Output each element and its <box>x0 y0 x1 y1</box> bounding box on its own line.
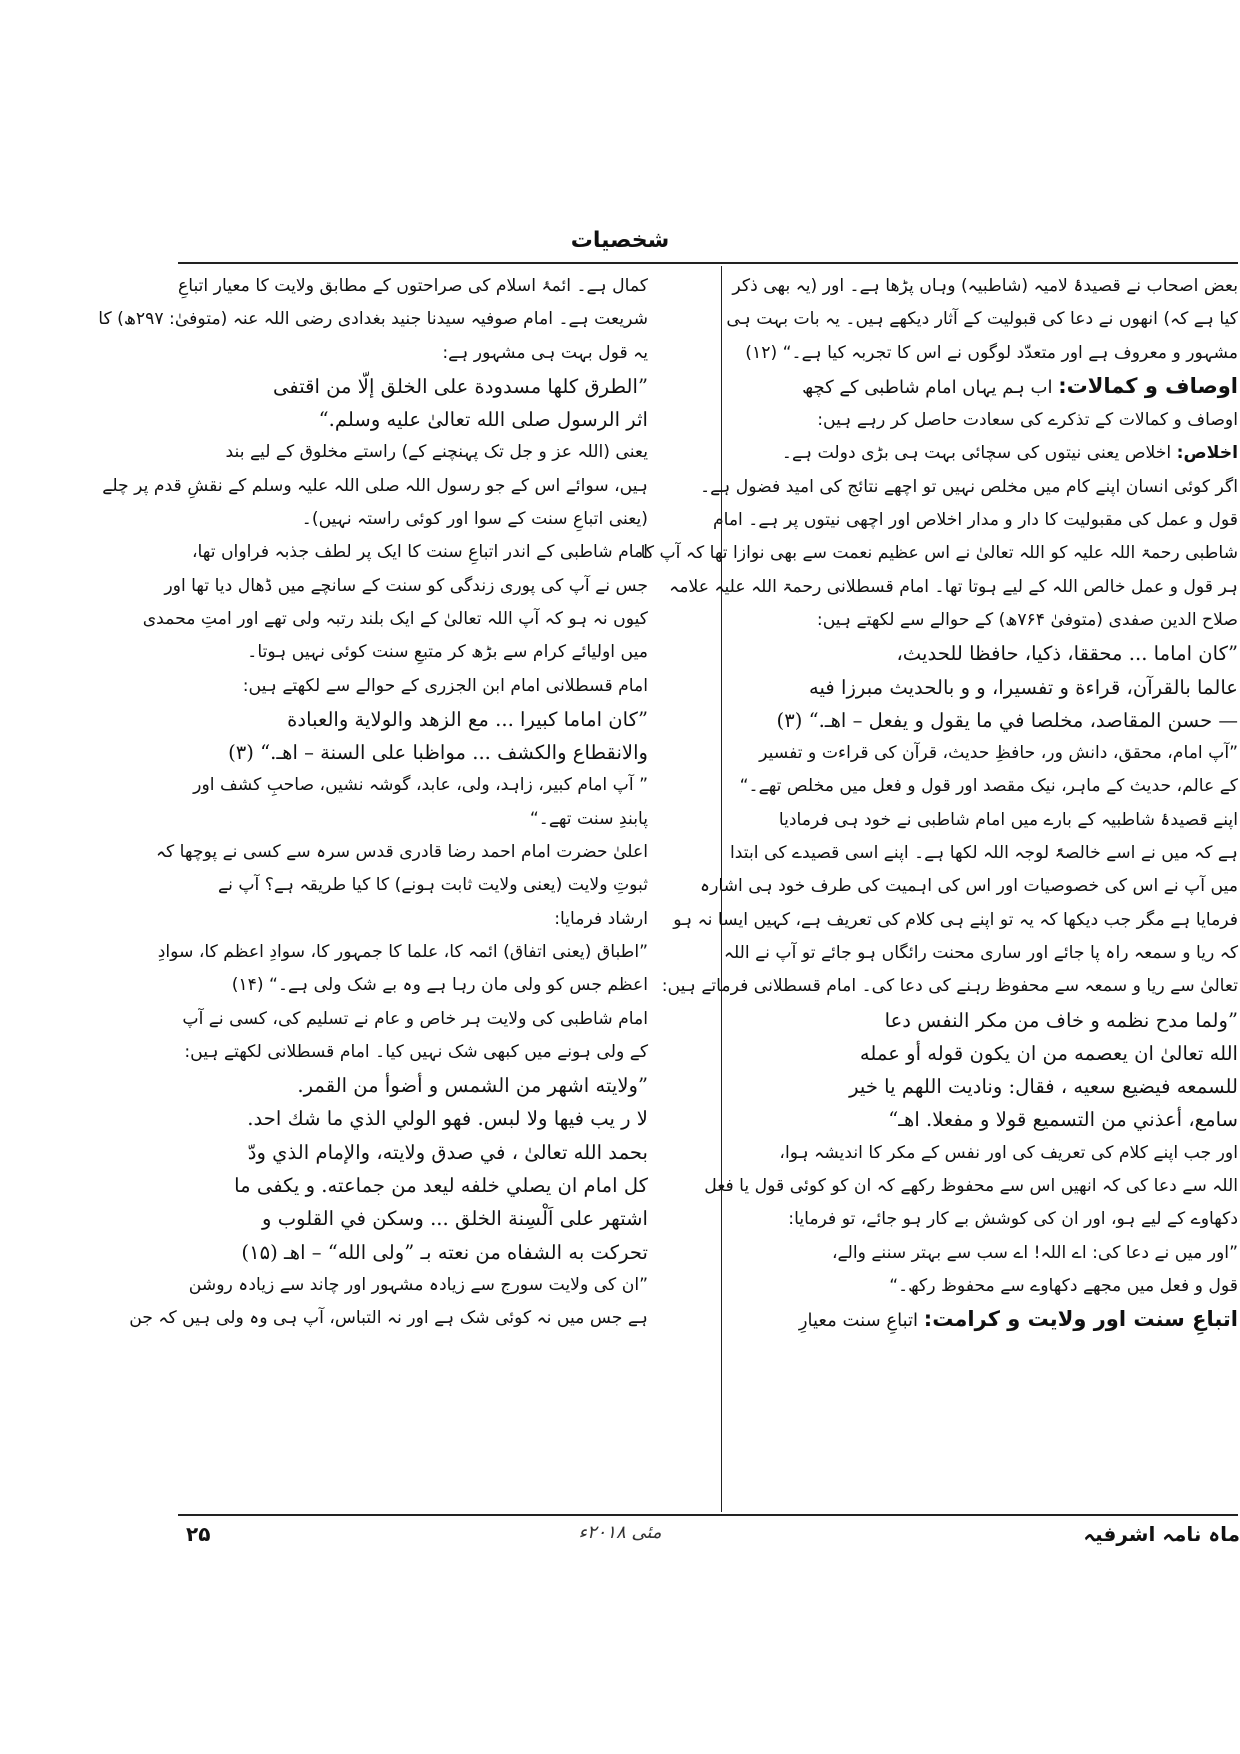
section-heading: اتباعِ سنت اور ولایت و کرامت: <box>923 1307 1238 1332</box>
arabic-quote-line: ”کان اماما ... محققا، ذکیا، حافظا للحدیث، <box>896 642 1238 666</box>
body-line: یہ قول بہت ہی مشہور ہے: <box>442 342 648 363</box>
arabic-quote-line: کل امام ان یصلي خلفه لیعد من جماعته. و یکفی ما <box>234 1174 648 1198</box>
body-line: اگر کوئی انسان اپنے کام میں مخلص نہیں تو اچھے نتائج کی امید فضول ہے۔ <box>700 476 1238 497</box>
body-line: قول و عمل کی مقبولیت کا دار و مدار اخلاص اور اچھی نیتوں پر ہے۔ امام <box>712 510 1238 531</box>
body-line: پابندِ سنت تھے۔“ <box>529 808 648 829</box>
body-line: کمال ہے۔ ائمۂ اسلام کی صراحتوں کے مطابق ولایت کا معیار اتباعِ <box>177 276 648 296</box>
body-line: اور جب اپنے کلام کی تعریف کی اور نفس کے مکر کا اندیشہ ہوا، <box>779 1142 1238 1163</box>
body-line: امام قسطلانی امام ابن الجزری کے حوالے سے لکھتے ہیں: <box>242 675 648 696</box>
body-line: تعالیٰ سے ریا و سمعہ سے محفوظ رہنے کی دعا کی۔ امام قسطلانی فرماتے ہیں: <box>661 976 1238 997</box>
arabic-quote-line: لا ر یب فیها ولا لبس. فهو الولي الذي ما شك احد. <box>247 1107 648 1131</box>
section-heading-line <box>768 370 1238 404</box>
subheading-text: اخلاص یعنی نیتوں کی سچائی بہت ہی بڑی دولت ہے۔ <box>781 443 1177 464</box>
arabic-quote-line: ”الطرق کلها مسدودة علی الخلق إلّا من اقتفی <box>272 374 648 398</box>
body-line: اپنے قصیدۂ شاطبیہ کے بارے میں امام شاطبی نے خود ہی فرمادیا <box>778 809 1238 830</box>
body-line: ” آپ امام کبیر، زاہد، ولی، عابد، گوشہ نشیں، صاحبِ کشف اور <box>193 775 648 796</box>
bottom-rule <box>178 1514 1238 1516</box>
heading-text: اتباعِ سنت معیارِ <box>798 1310 924 1332</box>
body-line: مشہور و معروف ہے اور متعدّد لوگوں نے اس کا تجربہ کیا ہے۔“ (۱۲) <box>745 342 1238 363</box>
body-line: ارشاد فرمایا: <box>554 908 648 929</box>
body-line: ہیں، سوائے اس کے جو رسول اللہ صلی اللہ علیہ وسلم کے نقشِ قدم پر چلے <box>102 475 648 496</box>
body-line: فرمایا ہے مگر جب دیکھا کہ یہ تو اپنے ہی کلام کی تعریف ہے، کہیں ایسا نہ ہو <box>673 909 1238 930</box>
body-line: قول و فعل میں مجھے دکھاوے سے محفوظ رکھ۔“ <box>889 1275 1238 1296</box>
body-line: جس نے آپ کی پوری زندگی کو سنت کے سانچے میں ڈھال دیا تھا اور <box>164 575 648 596</box>
body-line: کیا ہے کہ) انھوں نے دعا کی قبولیت کے آثار دیکھے ہیں۔ یہ بات بہت ہی <box>726 309 1238 330</box>
section-title: شخصیات <box>570 228 670 253</box>
arabic-quote-line: تحرکت به الشفاه من نعته بـ ”ولی الله“ – اهـ (۱۵) <box>241 1240 648 1264</box>
issue-date: مئی ۲۰۱۸ء <box>578 1522 662 1543</box>
body-line: کے عالم، حدیث کے ماہر، نیک مقصد اور قول و فعل میں مخلص تھے۔“ <box>739 776 1238 797</box>
body-line: (یعنی اتباعِ سنت کے سوا اور کوئی راستہ نہیں)۔ <box>301 509 648 530</box>
subheading: اخلاص: <box>1176 443 1238 464</box>
arabic-quote-line: والانقطاع والکشف ... مواظبا علی السنة – اهـ.“ (۳) <box>228 741 648 765</box>
body-line: دکھاوے کے لیے ہو، اور ان کی کوشش بے کار ہو جائے، تو فرمایا: <box>788 1209 1238 1230</box>
body-line: امام شاطبی کی ولایت ہر خاص و عام نے تسلیم کی، کسی نے آپ <box>182 1008 648 1029</box>
body-line: اعظم جس کو ولی مان رہا ہے وہ بے شک ولی ہے۔“ (۱۴) <box>231 975 648 996</box>
arabic-quote-line: اثر الرسول صلی الله تعالیٰ علیه وسلم.“ <box>318 408 648 432</box>
arabic-quote-line: سامع، أعذني من التسمیع قولا و مفعلا. اهـ“ <box>888 1108 1238 1132</box>
body-line: ہے جس میں نہ کوئی شک ہے اور نہ التباس، آپ ہی وہ ولی ہیں کہ جن <box>129 1308 648 1329</box>
page-number: ۲۵ <box>186 1522 211 1546</box>
body-line: شاطبی رحمۃ اللہ علیہ کو اللہ تعالیٰ نے اس عظیم نعمت سے بھی نوازا تھا کہ آپ کا <box>640 543 1238 564</box>
body-line: اعلیٰ حضرت امام احمد رضا قادری قدس سرہ سے کسی نے پوچھا کہ <box>155 842 648 863</box>
body-line: بعض اصحاب نے قصیدۂ لامیہ (شاطبیہ) وہاں پڑھا ہے۔ اور (یہ بھی ذکر <box>732 276 1238 296</box>
body-line: کے ولی ہونے میں کبھی شک نہیں کیا۔ امام قسطلانی لکھتے ہیں: <box>184 1041 648 1062</box>
body-line: ہر قول و عمل خالص اللہ کے لیے ہوتا تھا۔ امام قسطلانی رحمۃ اللہ علیہ علامہ <box>669 576 1238 597</box>
body-line: کہ ریا و سمعہ راہ پا جائے اور ساری محنت رائگاں ہو جائے تو آپ نے اللہ <box>723 942 1238 963</box>
arabic-quote-line: الله تعالیٰ ان یعصمه من ان یکون قوله أو عمله <box>859 1041 1238 1065</box>
section-heading: اوصاف و کمالات: <box>1058 373 1238 398</box>
arabic-quote-line: — حسن المقاصد، مخلصا في ما یقول و یفعل – اهـ.“ (۳) <box>776 708 1238 732</box>
top-rule <box>178 262 1238 264</box>
body-line: کیوں نہ ہو کہ آپ اللہ تعالیٰ کے ایک بلند رتبہ ولی تھے اور امتِ محمدی <box>142 608 648 629</box>
body-line: ”اطباق (یعنی اتفاق) ائمہ کا، علما کا جمہور کا، سوادِ اعظم کا، سوادِ <box>157 941 648 962</box>
body-line: ثبوتِ ولایت (یعنی ولایت ثابت ہونے) کا کیا طریقہ ہے؟ آپ نے <box>218 875 648 896</box>
heading-text: اب ہم یہاں امام شاطبی کے کچھ <box>802 376 1059 398</box>
arabic-quote-line: اشتهر علی اَلْسِنة الخلق ... وسکن في القلوب و <box>262 1207 648 1231</box>
arabic-quote-line: ”ولایته اشهر من الشمس و أضوأ من القمر. <box>297 1074 648 1098</box>
body-line: شریعت ہے۔ امام صوفیہ سیدنا جنید بغدادی رضی اللہ عنہ (متوفیٰ: ۲۹۷ھ) کا <box>98 309 648 330</box>
arabic-quote-line: للسمعه فیضیع سعیه ، فقال: ونادیت اللهم یا خیر <box>849 1075 1238 1099</box>
body-line: ”آپ امام، محقق، دانش ور، حافظِ حدیث، قرآن کی قراءت و تفسیر <box>759 743 1238 764</box>
body-line: اللہ سے دعا کی کہ انھیں اس سے محفوظ رکھے کہ ان کو کوئی قول یا فعل <box>704 1176 1238 1197</box>
body-line: ”اور میں نے دعا کی: اے اللہ! اے سب سے بہتر سننے والے، <box>831 1242 1238 1263</box>
body-line: امام شاطبی کے اندر اتباعِ سنت کا ایک پر لطف جذبہ فراواں تھا، <box>191 542 648 563</box>
section-heading-line <box>768 1303 1238 1337</box>
body-line: میں آپ نے اس کی خصوصیات اور اس کی اہمیت کی طرف خود ہی اشارہ <box>700 876 1238 897</box>
body-line: ”ان کی ولایت سورج سے زیادہ مشہور اور چاند سے زیادہ روشن <box>188 1274 648 1295</box>
arabic-quote-line: ”ولما مدح نظمه و خاف من مکر النفس دعا <box>884 1008 1238 1032</box>
body-line: ہے کہ میں نے اسے خالصۃً لوجہ اللہ لکھا ہے۔ اپنے اسی قصیدے کی ابتدا <box>730 843 1238 864</box>
arabic-quote-line: عالما بالقرآن، قراءة و تفسیرا، و و بالحدیث مبرزا فیه <box>808 675 1238 699</box>
body-line: میں اولیائے کرام سے بڑھ کر متبعِ سنت کوئی نہیں ہوتا۔ <box>247 642 648 663</box>
arabic-quote-line: ”کان اماما کبیرا ... مع الزهد والولایة والعبادة <box>287 707 648 731</box>
body-line: اوصاف و کمالات کے تذکرے کی سعادت حاصل کر رہے ہیں: <box>817 410 1238 431</box>
body-line: یعنی (اللہ عز و جل تک پہنچنے کے) راستے مخلوق کے لیے بند <box>225 442 648 463</box>
arabic-quote-line: بحمد الله تعالیٰ ، في صدق ولایته، والإمام الذي ودّ <box>247 1140 648 1164</box>
body-line: صلاح الدین صفدی (متوفیٰ ۷۶۴ھ) کے حوالے سے لکھتے ہیں: <box>816 609 1238 630</box>
subheading-line <box>768 437 1238 470</box>
right-column <box>640 270 1238 1506</box>
magazine-name: ماہ نامہ اشرفیہ <box>1083 1522 1240 1546</box>
left-column <box>98 270 648 1506</box>
